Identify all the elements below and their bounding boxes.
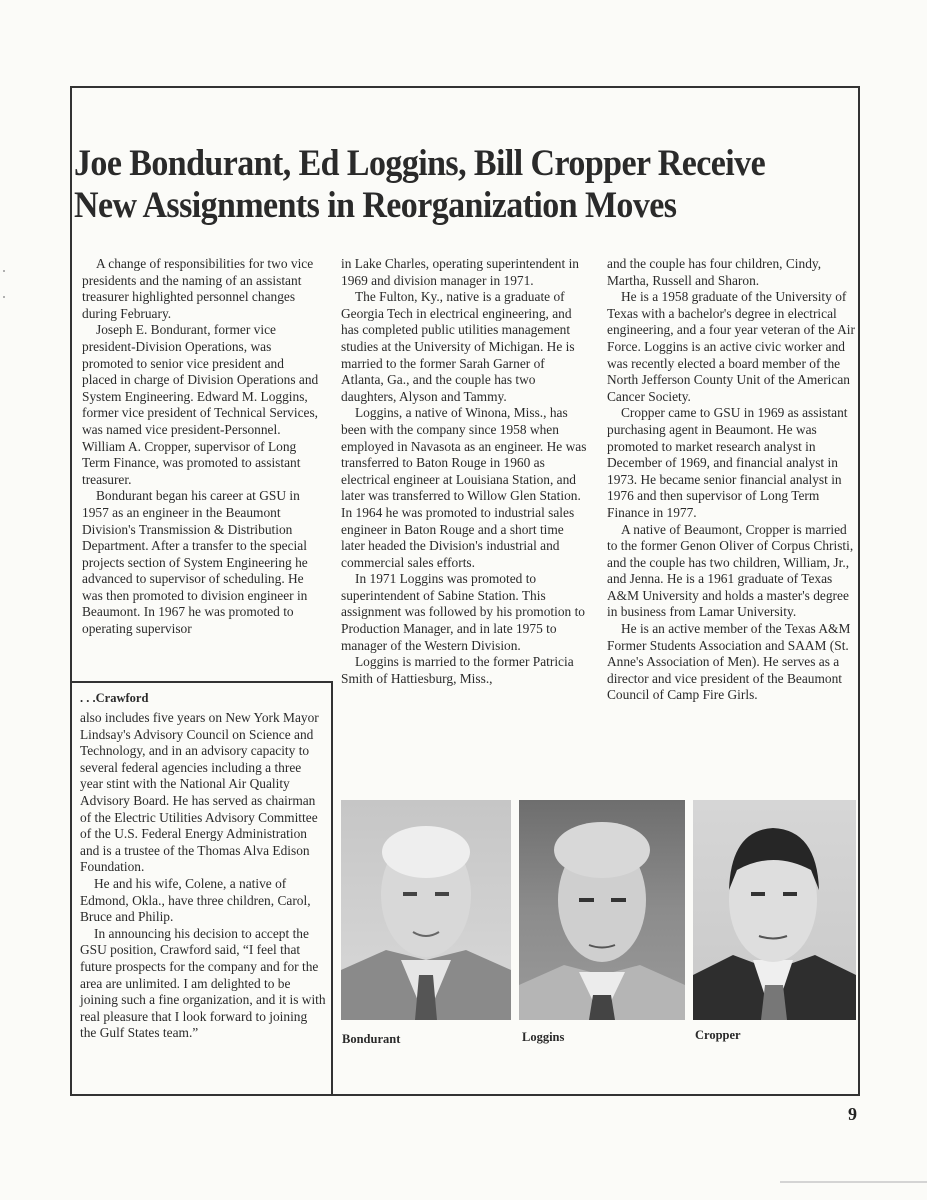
crawford-sidebar bbox=[80, 690, 326, 1042]
headline: Joe Bondurant, Ed Loggins, Bill Cropper Receive New Assignments in Reorganization Moves bbox=[74, 142, 766, 225]
paragraph: Loggins is married to the former Patricia Smith of Hattiesburg, Miss., bbox=[341, 654, 574, 686]
photo-caption: Cropper bbox=[695, 1028, 741, 1042]
paragraph: He is a 1958 graduate of the University of Texas with a bachelor's degree in electrical engineering, and a four year veteran of the Air Force. Loggins is an active civic worker and was recently elected a board member of the North Jefferson County Unit of the American Cancer Society. bbox=[607, 289, 855, 404]
sidebar-heading: . . .Crawford bbox=[80, 691, 149, 705]
paragraph: also includes five years on New York Mayor Lindsay's Advisory Council on Science and Technology, and in an advisory capacity to several federal agencies including a three year stint with the National Air Quality Advisory Board. He has served as chairman of the Electric Utilities Advisory Committee of the U.S. Federal Energy Administration and is a trustee of the Thomas Alva Edison Foundation. bbox=[80, 710, 319, 875]
scan-speck bbox=[3, 296, 5, 298]
paragraph: Bondurant began his career at GSU in 1957 as an engineer in the Beaumont Division's Transmission & Distribution Department. After a transfer to the special projects section of System Engineering he advanced to supervisor of scheduling. He was then promoted to division engineer in Beaumont. In 1967 he was promoted to operating supervisor bbox=[82, 488, 308, 637]
paragraph: in Lake Charles, operating superintendent in 1969 and division manager in 1971. bbox=[341, 256, 579, 288]
portrait-photo-icon bbox=[341, 800, 511, 1020]
article-column-1 bbox=[82, 256, 322, 638]
article-column-2 bbox=[341, 256, 589, 687]
photo-caption: Loggins bbox=[522, 1030, 565, 1044]
paragraph: Loggins, a native of Winona, Miss., has been with the company since 1958 when employed in Navasota as an engineer. He was transferred to Baton Rouge in 1960 as electrical engineer at Louisiana Station, and later was transferred to Willow Glen Station. In 1964 he was promoted to industrial sales engineer in Baton Rouge and a short time later headed the Division's industrial and commercial sales efforts. bbox=[341, 405, 587, 570]
page-number: 9 bbox=[848, 1104, 857, 1124]
paragraph: A change of responsibilities for two vice presidents and the naming of an assistant treasurer highlighted personnel changes during February. bbox=[82, 256, 314, 321]
photo-caption: Bondurant bbox=[342, 1032, 401, 1046]
portrait-photo-icon bbox=[519, 800, 685, 1020]
paragraph: The Fulton, Ky., native is a graduate of Georgia Tech in electrical engineering, and has completed public utilities management studies at the University of Michigan. He is married to the former Sarah Garner of Atlanta, Ga., and the couple has two daughters, Alyson and Tammy. bbox=[341, 289, 575, 404]
portrait-photo-bondurant bbox=[341, 800, 511, 1020]
bottom-rule bbox=[780, 1181, 927, 1183]
paragraph: Cropper came to GSU in 1969 as assistant purchasing agent in Beaumont. He was promoted to market research analyst in December of 1969, and financial analyst in 1973. He became senior financial analyst in 1976 and then supervisor of Long Term Finance in 1977. bbox=[607, 405, 848, 520]
paragraph: In announcing his decision to accept the GSU position, Crawford said, “I feel that future prospects for the company and for the area are unlimited. I am delighted to be joining such a fine organization, and it is with real pleasure that I look forward to joining the Gulf States team.” bbox=[80, 925, 326, 1041]
paragraph: In 1971 Loggins was promoted to superintendent of Sabine Station. This assignment was followed by his promotion to Production Manager, and in late 1975 to manager of the Western Division. bbox=[341, 571, 585, 653]
article-column-3 bbox=[607, 256, 855, 704]
portrait-photo-cropper bbox=[693, 800, 856, 1020]
portrait-photo-icon bbox=[693, 800, 856, 1020]
paragraph: A native of Beaumont, Cropper is married to the former Genon Oliver of Corpus Christi, and the couple has two children, William, Jr., and Jenna. He is a 1961 graduate of Texas A&M University and holds a master's degree in business from Lamar University. bbox=[607, 521, 854, 620]
portrait-photo-loggins bbox=[519, 800, 685, 1020]
paragraph: Joseph E. Bondurant, former vice president-Division Operations, was promoted to senior vice president and placed in charge of Division Operations and System Engineering. Edward M. Loggins, former vice president of Technical Services, was named vice president-Personnel. William A. Cropper, supervisor of Long Term Finance, was promoted to assistant treasurer. bbox=[82, 322, 319, 487]
paragraph: He and his wife, Colene, a native of Edmond, Okla., have three children, Carol, Bruce and Philip. bbox=[80, 875, 311, 925]
scan-speck bbox=[3, 270, 5, 272]
paragraph: and the couple has four children, Cindy, Martha, Russell and Sharon. bbox=[607, 256, 822, 288]
paragraph: He is an active member of the Texas A&M Former Students Association and SAAM (St. Anne's Association of Men). He serves as a director and vice president of the Beaumont Council of Camp Fire Girls. bbox=[607, 621, 851, 703]
